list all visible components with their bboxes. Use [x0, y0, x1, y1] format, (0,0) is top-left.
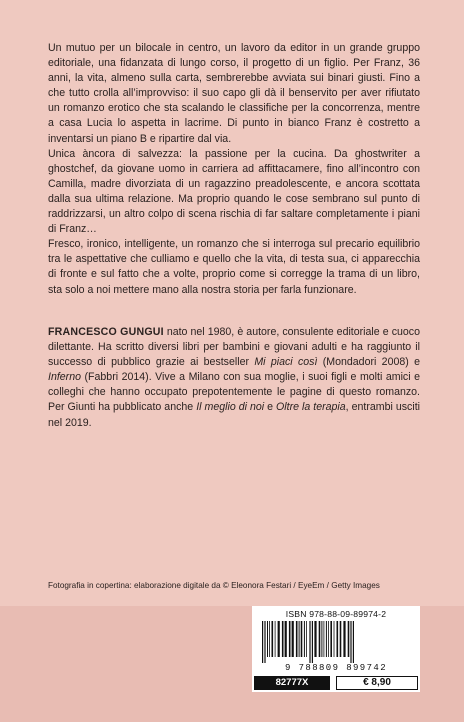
barcode-bar: [289, 621, 291, 657]
book-title: Inferno: [48, 371, 81, 384]
bio-text: , entrambi usciti nel 2019.: [48, 401, 420, 429]
barcode-bar: [304, 621, 305, 657]
barcode-bar: [314, 621, 316, 657]
barcode-bar: [330, 621, 332, 657]
bio-text: e: [264, 401, 277, 414]
barcode-bar: [348, 621, 350, 657]
author-bio: [48, 325, 420, 431]
barcode-bar: [267, 621, 268, 657]
barcode-bar: [296, 621, 298, 657]
isbn-text: ISBN 978-88-09-89974-2: [285, 609, 387, 619]
barcode-digits: 9 788809 899742: [284, 663, 387, 673]
barcode-bar: [326, 621, 327, 657]
barcode-bar: [282, 621, 284, 657]
book-title: Il meglio di noi: [196, 401, 265, 414]
synopsis: [48, 41, 420, 298]
author-bio-paragraph: [48, 325, 420, 431]
barcode-bar: [301, 621, 303, 657]
barcode-bar: [306, 621, 307, 657]
barcode-bar: [312, 621, 313, 663]
barcode-bar: [334, 621, 335, 657]
book-title: Mi piaci così: [254, 356, 318, 369]
barcode-bar: [343, 621, 345, 657]
photo-credit: Fotografia in copertina: elaborazione digitale da © Eleonora Festari / EyeEm / Getty Images: [48, 581, 380, 590]
barcode-bar: [278, 621, 280, 657]
barcode-bar: [337, 621, 339, 657]
barcode-bar: [285, 621, 287, 657]
synopsis-paragraph: Un mutuo per un bilocale in centro, un lavoro da editor in un grande gruppo editoriale, una fidanzata di lungo corso, il progetto di un figlio. Per Franz, 36 anni, la vita, almeno sulla carta, sembrerebbe avviata sui binari giusti. Fino a che tutto crolla all’improvviso: il suo capo gli dà il benservito per aver rifiutato un romanzo erotico che sta scalando le classifiche per la concorrenza, mentre a casa Lucia lo aspetta in lacrime. Di punto in bianco Franz è costretto a inventarsi un piano B e ripartire dal via.: [48, 42, 420, 145]
barcode-bar: [328, 621, 329, 657]
synopsis-paragraph: Unica àncora di salvezza: la passione per la cucina. Da ghostwriter a ghostchef, da giovane uomo in carriera ad affittacamere, fino all’incontro con Camilla, madre divorziata di un ragazzino preadolescente, e ancora scottata dalla sua ultima relazione. Ma proprio quando le cose sembrano sul punto di raddrizzarsi, un altro colpo di scena rischia di far saltare completamente i piani di Franz…: [48, 147, 420, 236]
barcode-bar: [299, 621, 300, 657]
barcode-bar: [269, 621, 270, 657]
price-tag: € 8,90: [336, 676, 418, 690]
barcode-bar: [350, 621, 351, 663]
barcode-bar: [309, 621, 310, 663]
barcode-bar: [319, 621, 321, 657]
bio-text: (Fabbri 2014). Vive a Milano con sua moglie, i suoi figli e molti amici e colleghi che hanno occupato prepotentemente le pagine di questo romanzo. Per Giunti ha pubblicato anche: [48, 371, 420, 414]
barcode-bar: [324, 621, 325, 657]
book-title: Oltre la terapia: [276, 401, 346, 414]
barcode-bar: [353, 621, 354, 663]
barcode-bar: [262, 621, 263, 663]
barcode-bar: [292, 621, 294, 657]
barcode-bar: [275, 621, 276, 657]
barcode-bar: [272, 621, 274, 657]
bio-text: nato nel 1980, è autore, consulente editoriale e cuoco dilettante. Ha scritto diversi libri per bambini e giovani adulti e ha raggiunto il successo di pubblico grazie ai bestseller: [48, 326, 420, 369]
barcode-bar: [264, 621, 265, 663]
bio-text: (Mondadori 2008) e: [317, 356, 421, 369]
barcode-bar: [321, 621, 322, 657]
barcode-bars: [256, 621, 416, 663]
product-code: 82777X: [254, 676, 330, 690]
synopsis-paragraph: Fresco, ironico, intelligente, un romanzo che si interroga sul precario equilibrio tra le aspettative che culliamo e quello che la vita, di testa sua, ci apparecchia di fronte e sul fatto che a volte, proprio come si corregge la trama di un libro, sta solo a noi mettere mano alla nostra storia per farla funzionare.: [48, 238, 420, 296]
author-name: FRANCESCO GUNGUI: [48, 326, 164, 338]
barcode-bar: [340, 621, 342, 657]
